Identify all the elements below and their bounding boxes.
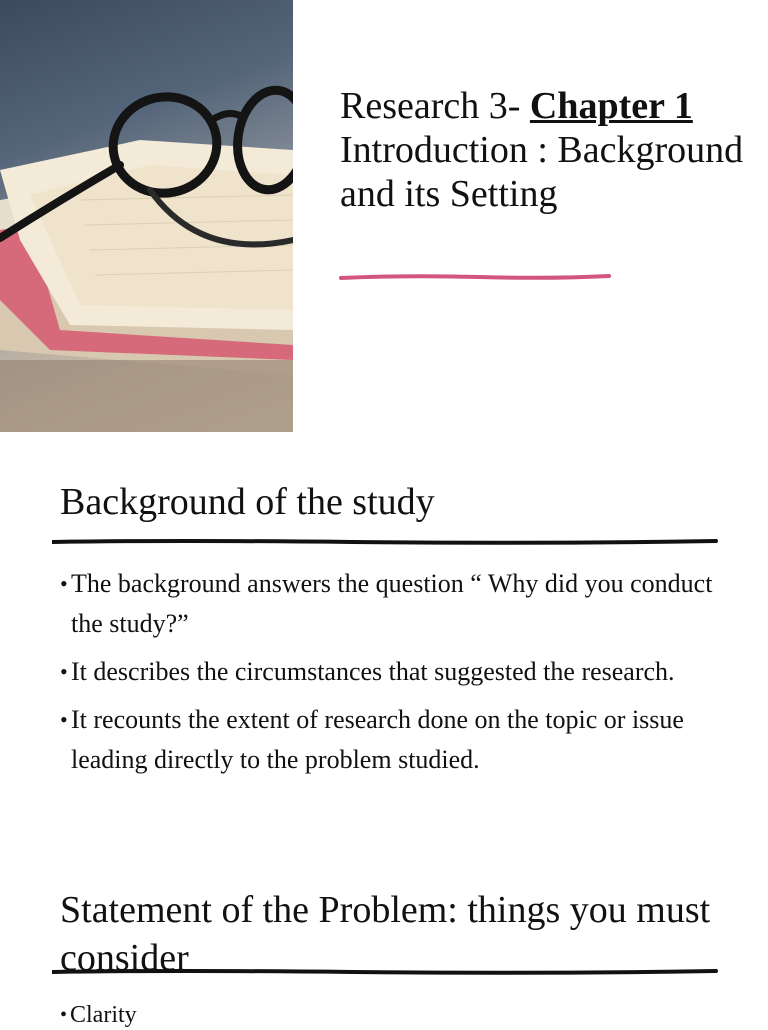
title-chapter: Chapter 1	[529, 85, 693, 127]
notebook-glasses-photo	[0, 0, 293, 432]
bullet-item: • Clarity	[60, 1002, 137, 1028]
title-subtitle: Introduction : Background and its Setting	[340, 129, 744, 215]
bullet-list	[60, 564, 720, 788]
bullet-glyph: •	[60, 659, 68, 684]
title-accent-line	[339, 272, 611, 282]
heading-rule	[52, 968, 718, 976]
bullet-glyph: •	[60, 1004, 68, 1026]
bullet-glyph: •	[60, 571, 68, 596]
bullet-item: • It recounts the extent of research done on the topic or issue leading directly to the problem studied.	[60, 700, 720, 780]
bullet-glyph: •	[60, 707, 68, 732]
heading-rule	[52, 538, 718, 546]
notebook-glasses-illustration	[0, 0, 293, 432]
slide-heading: Statement of the Problem: things you must consider	[60, 889, 711, 979]
bullet-item: • The background answers the question “ Why did you conduct the study?”	[60, 564, 720, 644]
slide-heading: Background of the study	[60, 481, 435, 523]
slide-title	[340, 84, 750, 216]
title-prefix: Research 3-	[340, 85, 530, 127]
bullet-item: • It describes the circumstances that suggested the research.	[60, 652, 720, 692]
title-slide	[0, 0, 768, 432]
